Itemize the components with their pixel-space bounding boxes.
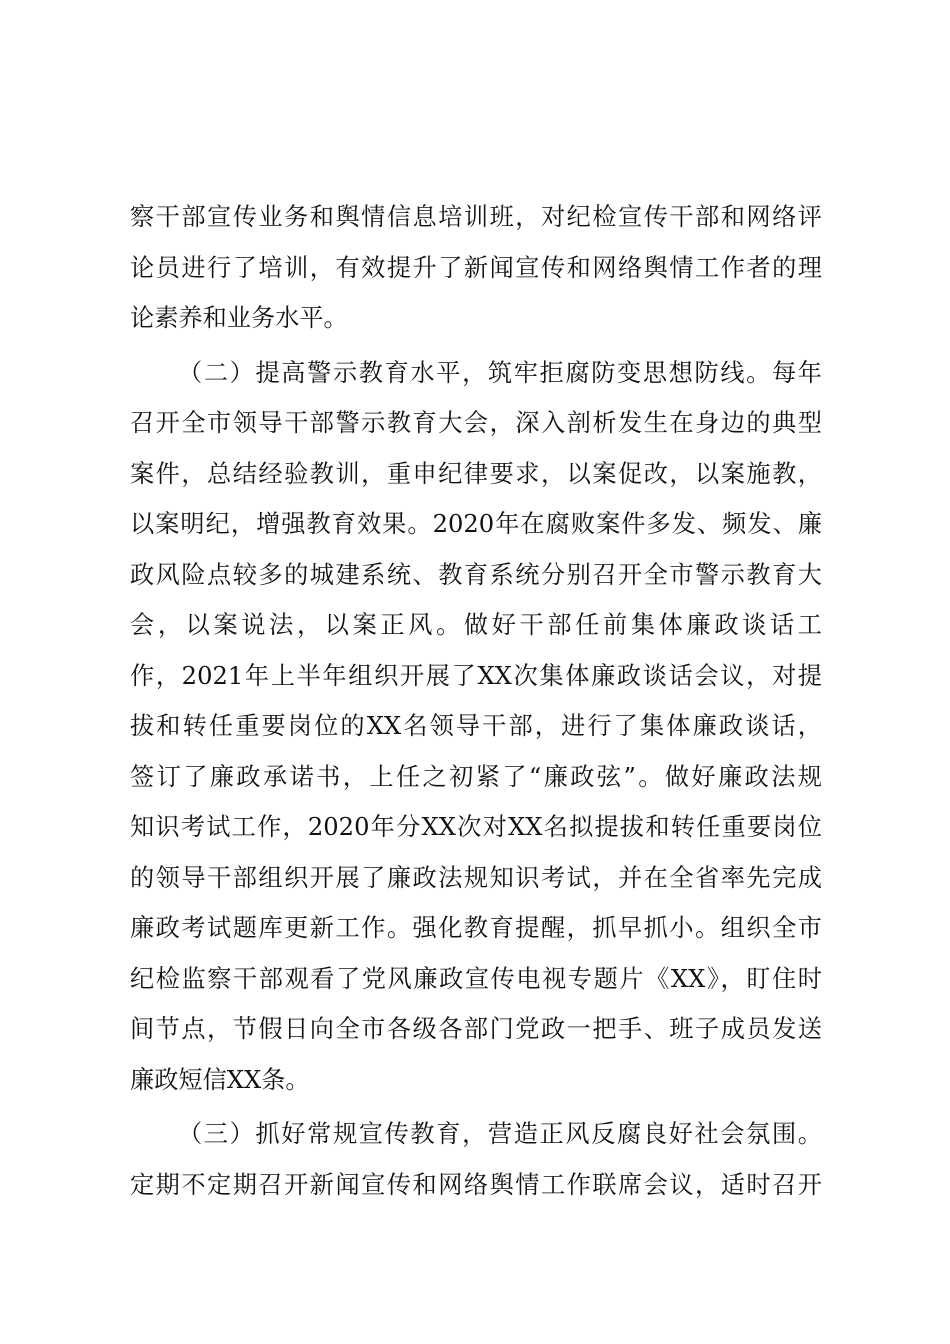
text-line: 论员进行了培训，有效提升了新闻宣传和网络舆情工作者的理 <box>130 253 822 282</box>
paragraph-1 <box>130 192 822 344</box>
text-line: 案件，总结经验教训，重申纪律要求，以案促改，以案施教， <box>130 459 822 488</box>
paragraph-2 <box>130 348 822 1106</box>
text-line: 签订了廉政承诺书，上任之初紧了“廉政弦”。做好廉政法规 <box>130 762 822 791</box>
text-line: 间节点，节假日向全市各级各部门党政一把手、班子成员发送 <box>130 1015 822 1043</box>
section-heading-line: （三）抓好常规宣传教育，营造正风反腐良好社会氛围。 <box>178 1120 822 1148</box>
text-line: 以案明纪，增强教育效果。2020年在腐败案件多发、频发、廉 <box>130 510 822 538</box>
text-line: 知识考试工作，2020年分XX次对XX名拟提拔和转任重要岗位 <box>130 813 822 841</box>
document-page <box>130 192 822 1210</box>
text-line: 论素养和业务水平。 <box>130 304 348 332</box>
text-line: 政风险点较多的城建系统、教育系统分别召开全市警示教育大 <box>130 560 822 589</box>
text-line: 拔和转任重要岗位的XX名领导干部，进行了集体廉政谈话， <box>130 712 822 740</box>
text-line: 会，以案说法，以案正风。做好干部任前集体廉政谈话工 <box>130 611 822 639</box>
text-line: 廉政考试题库更新工作。强化教育提醒，抓早抓小。组织全市 <box>130 914 822 942</box>
text-line: 召开全市领导干部警示教育大会，深入剖析发生在身边的典型 <box>130 409 822 437</box>
text-line: 作，2021年上半年组织开展了XX次集体廉政谈话会议，对提 <box>130 661 822 690</box>
text-line: 察干部宣传业务和舆情信息培训班，对纪检宣传干部和网络评 <box>130 203 822 231</box>
section-heading-line: （二）提高警示教育水平，筑牢拒腐防变思想防线。每年 <box>178 358 822 387</box>
text-line: 的领导干部组织开展了廉政法规知识考试，并在全省率先完成 <box>130 863 822 892</box>
paragraph-3 <box>130 1109 822 1210</box>
text-line: 廉政短信XX条。 <box>130 1065 310 1094</box>
text-line: 纪检监察干部观看了党风廉政宣传电视专题片《XX》，盯住时 <box>130 964 822 993</box>
text-line: 定期不定期召开新闻宣传和网络舆情工作联席会议，适时召开 <box>130 1170 822 1199</box>
